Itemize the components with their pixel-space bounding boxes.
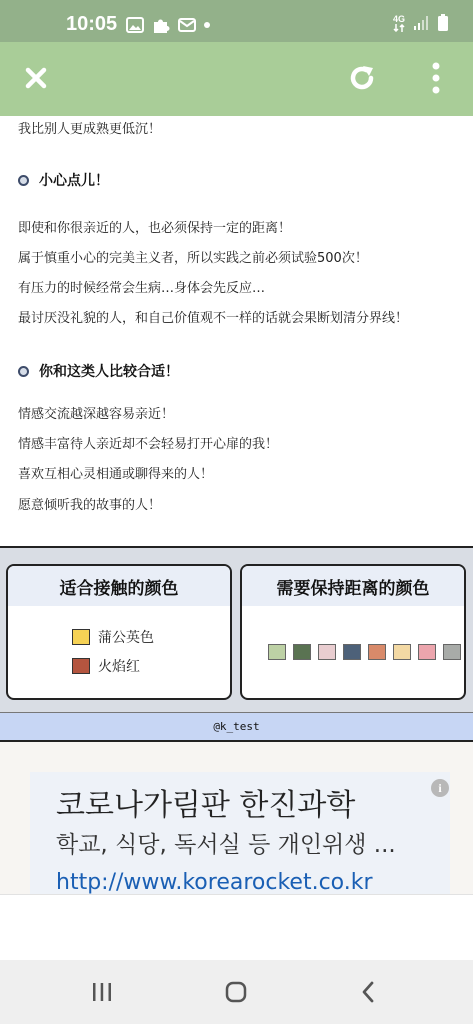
section1-line: 属于慎重小心的完美主义者，所以实践之前必须试验500次！ bbox=[18, 251, 368, 266]
intro-line: 我比别人更成熟更低沉！ bbox=[18, 122, 162, 137]
recent-apps-icon bbox=[91, 982, 113, 1002]
refresh-button[interactable] bbox=[338, 54, 386, 102]
good-color-item bbox=[72, 627, 154, 647]
credit-text: @k_test bbox=[213, 720, 260, 733]
system-nav-bar bbox=[0, 960, 473, 1024]
more-options-button[interactable] bbox=[412, 54, 460, 102]
close-icon bbox=[24, 66, 48, 90]
section1-line: 最讨厌没礼貌的人，和自己价值观不一样的话就会果断划清分界线！ bbox=[18, 311, 409, 326]
blank-strip bbox=[0, 894, 473, 960]
good-color-label: 蒲公英色 bbox=[98, 630, 154, 646]
avoid-colors-card bbox=[240, 564, 466, 700]
article-content bbox=[0, 116, 473, 546]
browser-toolbar bbox=[0, 42, 473, 116]
color-swatch bbox=[318, 644, 336, 660]
ad-info-icon[interactable]: i bbox=[431, 779, 449, 797]
section-heading-text: 你和这类人比较合适！ bbox=[39, 364, 179, 380]
color-swatch bbox=[293, 644, 311, 660]
system-icons bbox=[393, 14, 449, 32]
color-swatch bbox=[268, 644, 286, 660]
recent-apps-button[interactable] bbox=[82, 976, 122, 1008]
section-heading-compatible bbox=[18, 361, 179, 381]
ad-description: 학교, 식당, 독서실 등 개인위생 ... bbox=[56, 832, 396, 858]
network-label: 4G bbox=[392, 13, 405, 24]
colors-section bbox=[0, 546, 473, 712]
bullet-icon bbox=[18, 366, 29, 377]
good-color-item bbox=[72, 656, 140, 676]
credit-bar bbox=[0, 712, 473, 742]
section2-line: 喜欢互相心灵相通或聊得来的人！ bbox=[18, 467, 214, 482]
mail-icon bbox=[178, 18, 196, 32]
avoid-colors-title: 需要保持距离的颜色 bbox=[242, 566, 464, 606]
color-swatch bbox=[418, 644, 436, 660]
home-button[interactable] bbox=[216, 976, 256, 1008]
refresh-icon bbox=[347, 63, 377, 93]
ad-area bbox=[0, 742, 473, 894]
more-vertical-icon bbox=[431, 62, 441, 94]
color-swatch bbox=[443, 644, 461, 660]
section-heading-text: 小心点儿！ bbox=[39, 173, 109, 189]
section-heading-careful bbox=[18, 170, 109, 190]
back-icon bbox=[360, 980, 376, 1004]
notification-icons bbox=[126, 16, 210, 34]
good-colors-title: 适合接触的颜色 bbox=[8, 566, 230, 606]
ad-card[interactable] bbox=[30, 772, 450, 894]
network-icon bbox=[393, 15, 405, 32]
section1-line: 即使和你很亲近的人，也必须保持一定的距离！ bbox=[18, 221, 292, 236]
home-icon bbox=[224, 980, 248, 1004]
image-icon bbox=[126, 17, 144, 33]
avoid-swatches bbox=[268, 644, 461, 660]
color-swatch bbox=[393, 644, 411, 660]
section2-line: 愿意倾听我的故事的人！ bbox=[18, 498, 162, 513]
ad-title[interactable]: 코로나가림판 한진과학 bbox=[56, 788, 356, 823]
notification-dot-icon bbox=[204, 22, 210, 28]
back-button[interactable] bbox=[348, 976, 388, 1008]
section1-line: 有压力的时候经常会生病…身体会先反应… bbox=[18, 281, 266, 296]
battery-icon bbox=[437, 14, 449, 32]
good-color-label: 火焰红 bbox=[98, 659, 140, 675]
color-chip bbox=[72, 629, 90, 645]
status-bar bbox=[0, 0, 473, 42]
good-colors-card bbox=[6, 564, 232, 700]
color-swatch bbox=[368, 644, 386, 660]
status-time: 10:05 bbox=[66, 13, 118, 35]
ad-url-link[interactable]: http://www.korearocket.co.kr bbox=[56, 870, 373, 894]
color-chip bbox=[72, 658, 90, 674]
color-swatch bbox=[343, 644, 361, 660]
puzzle-icon bbox=[152, 16, 170, 34]
section2-line: 情感丰富待人亲近却不会轻易打开心扉的我！ bbox=[18, 437, 279, 452]
section2-line: 情感交流越深越容易亲近！ bbox=[18, 407, 175, 422]
close-button[interactable] bbox=[12, 54, 60, 102]
signal-icon bbox=[413, 15, 429, 31]
bullet-icon bbox=[18, 175, 29, 186]
